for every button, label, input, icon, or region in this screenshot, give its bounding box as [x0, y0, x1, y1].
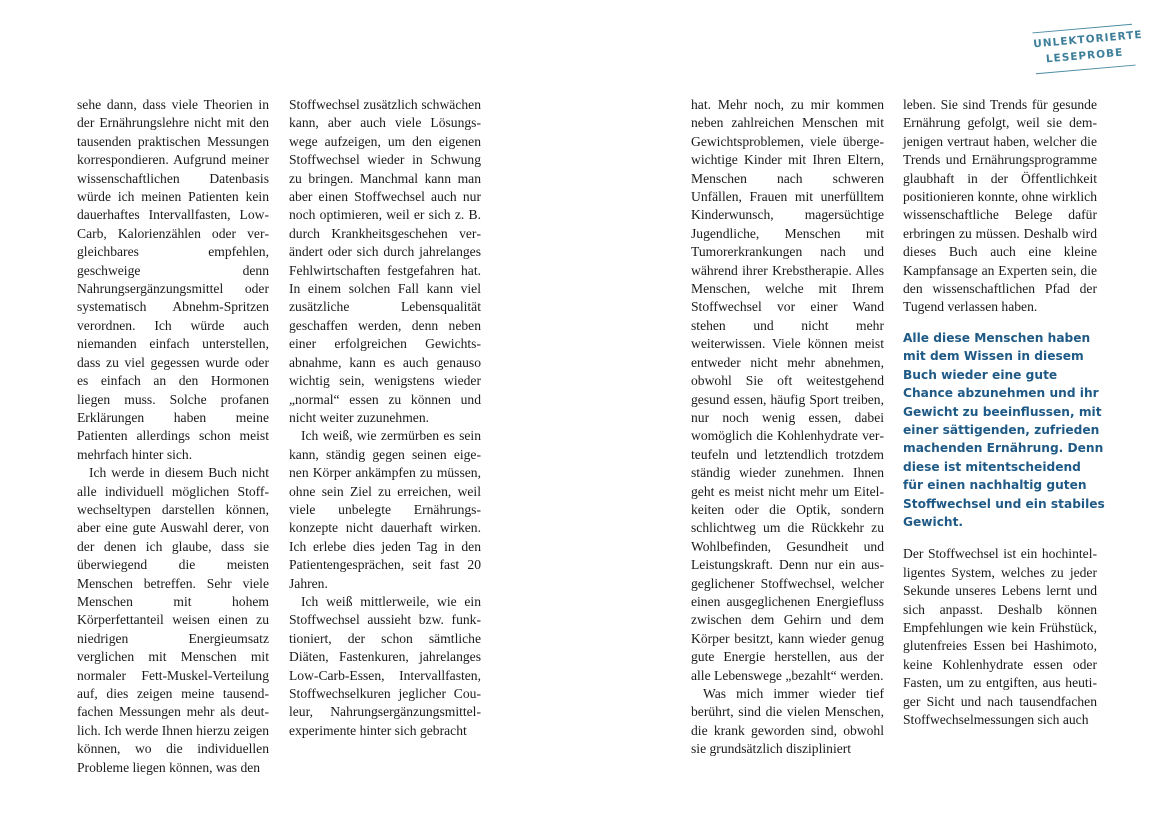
paragraph: Was mich immer wieder tief berührt, sind die vielen Menschen, die krank geworden sind, obwohl sie grundsätzlich diszipliniert [691, 686, 884, 757]
stamp-rule-bottom [1036, 65, 1136, 75]
pull-quote-line: machenden Ernährung. Denn [903, 441, 1104, 456]
stamp-line-2: LESEPROBE [1045, 46, 1124, 66]
paragraph: leben. Sie sind Trends für gesunde Ernährung gefolgt, weil sie demjenigen vertraut haben, welcher die Trends und Ernährungsprogramme glaubhaft in der Öffentlichkeit positionieren konnte, ohne wirklich wissenschaftliche Belege dafür erbringen zu müssen. Deshalb wird dieses Buch auch eine kleine Kampfansage an Experten sein, die den wissenschaftlichen Pfad der Tugend verlassen haben. [903, 97, 1097, 315]
proof-stamp [1032, 24, 1144, 75]
paragraph: sehe dann, dass viele Theorien in der Ernährungslehre nicht mit den tausenden praktischen Messungen korrespondieren. Aufgrund meiner wissenschaftlichen Datenbasis würde ich meinen Patienten kein dauerhaftes Intervallfasten, Low-Carb, Kalorienzählen oder vergleichbares empfehlen, geschweige denn Nahrungsergänzungsmittel oder systematisch Abnehm-Spritzen verordnen. Ich würde auch niemanden einfach unterstellen, dass zu viel gegessen wurde oder es einfach an den Hormonen liegen muss. Solche profanen Erklärungen haben meine Patienten allerdings schon meist mehrfach hinter sich. [77, 97, 269, 462]
text-column-4 [903, 96, 1105, 729]
text-column-3 [691, 96, 884, 759]
pull-quote-line: diese ist mitentscheidend [903, 459, 1081, 474]
text-column-1 [77, 96, 269, 777]
paragraph: Ich weiß mittlerweile, wie ein Stoffwechsel aussieht bzw. funktioniert, der schon sämtliche Diäten, Fastenkuren, jahrelanges Low-Carb-Essen, Intervallfasten, Stoffwechselkuren jeglicher Couleur, Nahrungsergänzungsmittelexperimente hinter sich gebracht [289, 593, 481, 738]
paragraph: Stoffwechsel zusätzlich schwächen kann, aber auch viele Lösungswege aufzeigen, um den eigenen Stoffwechsel wieder in Schwung zu bringen. Manchmal kann man aber einen Stoffwechsel auch nur noch optimieren, weil er sich z. B. durch Krankheitsgeschehen verändert oder sich durch jahrelanges Fehlwirtschaften festgefahren hat. In einem solchen Fall kann viel zusätzliche Lebensqualität geschaffen werden, denn neben einer erfolgreichen Gewichtsabnahme, kann es auch genauso wichtig sein, wenigstens wieder „normal“ essen zu können und nicht weiter zuzunehmen. [289, 97, 481, 425]
paragraph: Ich weiß, wie zermürben es sein kann, ständig gegen seinen eigenen Körper ankämpfen zu müssen, ohne sein Ziel zu erreichen, weil viele unbelegte Ernährungskonzepte nicht dauerhaft wirken. Ich erlebe dies jeden Tag in den Patientengesprächen, seit fast 20 Jahren. [289, 428, 481, 591]
pull-quote-line: Stoffwechsel und ein stabiles [903, 496, 1105, 511]
pull-quote-line: Chance abzunehmen und ihr [903, 386, 1099, 401]
paragraph: Der Stoffwechsel ist ein hochintelligentes System, welches zu jeder Sekunde unseres Lebens lernt und sich anpasst. Deshalb können Empfehlungen wie kein Frühstück, glutenfreies Essen bei Hashimoto, keine Kohlenhydrate essen oder Fasten, um zu entgiften, aus heutiger Sicht und nach tausendfachen Stoffwechselmessungen sich auch [903, 546, 1097, 727]
pull-quote-line: einer sättigenden, zufrieden [903, 422, 1100, 437]
pull-quote-line: Alle diese Menschen haben [903, 330, 1091, 345]
pull-quote-line: mit dem Wissen in diesem [903, 349, 1084, 364]
paragraph: Ich werde in diesem Buch nicht alle individuell möglichen Stoffwechseltypen darstellen können, aber eine gute Auswahl derer, von der denen ich glaube, dass sie überwiegend die meisten Menschen betreffen. Sehr viele Menschen mit hohem Körperfettanteil weisen einen zu niedrigen Energieumsatz verglichen mit Menschen mit normaler Fett-Muskel-Verteilung auf, dies zeigen meine tausendfachen Messungen mehr als deutlich. Ich werde Ihnen hierzu zeigen können, wo die individuellen Probleme liegen können, was den [77, 465, 269, 775]
pull-quote [903, 329, 1105, 531]
pull-quote-line: Gewicht. [903, 514, 964, 529]
text-column-2 [289, 96, 481, 740]
pull-quote-line: Gewicht zu beeinflussen, mit [903, 404, 1102, 419]
pull-quote-line: für einen nachhaltig guten [903, 478, 1087, 493]
stamp-line-1: UNLEKTORIERTE [1032, 28, 1144, 51]
pull-quote-line: Buch wieder eine gute [903, 367, 1058, 382]
paragraph: hat. Mehr noch, zu mir kommen neben zahlreichen Menschen mit Gewichtsproblemen, viele übergewichtige Kinder mit Ihren Eltern, Menschen nach schweren Unfällen, Frauen mit unerfülltem Kinderwunsch, magersüchtige Jugendliche, Menschen mit Tumorerkrankungen nach und während ihrer Krebstherapie. Alles Menschen, welche mit Ihrem Stoffwechsel vor einer Wand stehen und nicht mehr weiterwissen. Viele können meist entweder nicht mehr abnehmen, obwohl Sie oft weitestgehend gesund essen, häufig Sport treiben, nur noch wenig essen, dabei womöglich die Kohlenhydrate verteufeln und letztendlich trotzdem ständig wieder zunehmen. Ihnen geht es meist nicht mehr um Eitelkeiten oder die Optik, sondern schlichtweg um die Rückkehr zu Wohlbefinden, Gesundheit und Leistungskraft. Denn nur ein ausgeglichener Stoffwechsel, welcher einen ausgeglichenen Energiefluss zwischen dem Gehirn und dem Körper besitzt, kann wieder genug gute Energie herstellen, aus der alle Lebenswege „bezahlt“ werden. [691, 97, 884, 683]
